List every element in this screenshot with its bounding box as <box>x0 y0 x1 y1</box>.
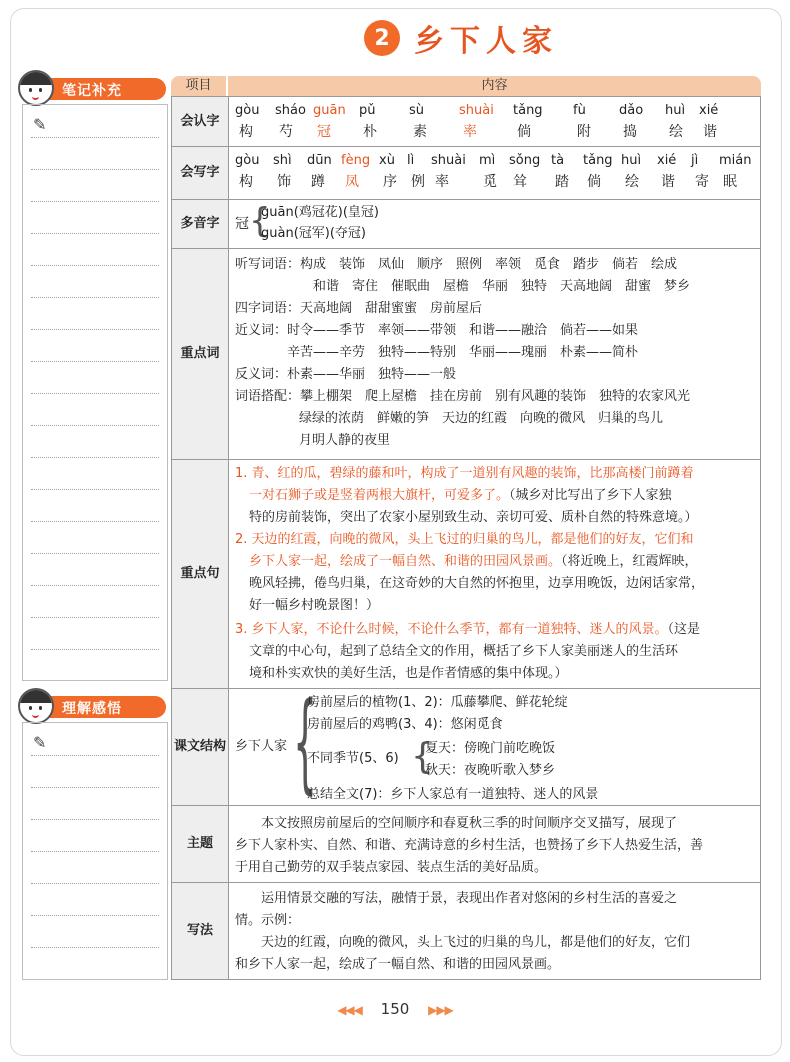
pinyin: mián <box>719 153 752 168</box>
keyword-line: 辛苦——辛劳 独特——特别 华丽——瑰丽 朴素——简朴 <box>287 345 639 360</box>
row-writing <box>171 883 761 980</box>
pinyin: tǎng <box>513 103 543 118</box>
pinyin: huì <box>665 103 686 118</box>
notes-title: 笔记补充 <box>62 83 122 99</box>
theme-line: 于用自己勤劳的双手装点家园、装点生活的美好品质。 <box>235 860 548 875</box>
pinyin: shuài <box>459 103 494 118</box>
writing-content <box>229 883 760 979</box>
structure-branch-1: 房前屋后的植物(1、2)：瓜藤攀爬、鲜花轮绽 <box>307 695 568 710</box>
key-sentence-3: 3. 乡下人家，不论什么时候，不论什么季节，都有一道独特、迷人的风景。 <box>235 622 668 637</box>
keyword-line: 月明人静的夜里 <box>299 433 391 448</box>
hanzi: 饰 <box>277 174 291 190</box>
row-renzi <box>171 96 761 147</box>
keyword-line: 四字词语：天高地阔 甜甜蜜蜜 房前屋后 <box>235 301 483 316</box>
hanzi: 附 <box>577 124 591 140</box>
keywords-content <box>229 249 760 459</box>
understanding-title: 理解感悟 <box>62 701 122 717</box>
polyphone-char: 冠 <box>235 216 249 232</box>
keyword-line: 和谐 寄住 催眠曲 屋檐 华丽 独特 天高地阔 甜蜜 梦乡 <box>313 279 691 294</box>
lesson-title <box>364 16 558 60</box>
row-keywords <box>171 249 761 460</box>
notes-header <box>22 78 166 100</box>
pinyin: fèng <box>341 153 371 168</box>
note-3a: （这是 <box>667 622 701 637</box>
row-label: 写法 <box>172 883 229 979</box>
student-avatar-icon <box>18 70 54 106</box>
hanzi: 谐 <box>661 174 675 190</box>
duoyin-content <box>229 200 760 248</box>
pinyin: gòu <box>235 103 260 118</box>
left-arrows-icon: ◀◀◀ <box>337 1003 362 1017</box>
structure-branch-4: 总结全文(7)：乡下人家总有一道独特、迷人的风景 <box>307 787 599 802</box>
lesson-name: 乡下人家 <box>414 24 558 59</box>
pinyin: fù <box>573 103 586 118</box>
structure-branch-3b: 秋天：夜晚听歌入梦乡 <box>425 763 556 778</box>
hanzi: 眠 <box>723 174 737 190</box>
note-1b: 特的房前装饰，突出了农家小屋别致生动、亲切可爱、质朴自然的特殊意境。） <box>249 510 698 525</box>
pinyin: guān <box>313 103 346 118</box>
hanzi: 素 <box>413 124 427 140</box>
pinyin: xù <box>379 153 395 168</box>
keyword-line: 反义词：朴素——华丽 独特——一般 <box>235 367 457 382</box>
pencil-icon: ✎ <box>33 115 47 134</box>
hanzi: 捣 <box>623 124 637 140</box>
row-label: 会认字 <box>172 97 229 146</box>
pinyin: sǒng <box>509 153 541 168</box>
page-footer <box>0 1000 790 1018</box>
row-label: 重点词 <box>172 249 229 459</box>
structure-label-2: 结构 <box>200 739 227 754</box>
row-sentences <box>171 460 761 689</box>
reading-1: guān(鸡冠花)(皇冠) <box>261 205 379 220</box>
row-label: 多音字 <box>172 200 229 248</box>
keyword-line: 近义词：时令——季节 率领——带领 和谐——融洽 倘若——如果 <box>235 323 639 338</box>
writing-line: 情。示例： <box>235 913 301 928</box>
key-sentence-1b: 一对石狮子或是竖着两根大旗杆，可爱多了。 <box>249 488 510 503</box>
lesson-number: 2 <box>364 20 400 56</box>
page-number: 150 <box>380 1000 410 1018</box>
writing-line: 天边的红霞，向晚的微风，头上飞过的归巢的鸟儿，都是他们的好友，它们 <box>261 935 691 950</box>
structure-branch-3: 不同季节(5、6) <box>307 751 399 766</box>
structure-root: 乡下人家 <box>235 739 288 754</box>
brace-icon: { <box>293 680 318 805</box>
keyword-line: 词语搭配：攀上棚架 爬上屋檐 挂在房前 别有风趣的装饰 独特的农家风光 <box>235 389 691 404</box>
structure-branch-3a: 夏天：傍晚门前吃晚饭 <box>425 741 556 756</box>
notes-box[interactable] <box>22 104 168 681</box>
understanding-header <box>22 696 166 718</box>
keyword-line: 听写词语：构成 装饰 凤仙 顺序 照例 率领 觅食 踏步 倘若 绘成 <box>235 257 678 272</box>
note-2c: 好一幅乡村晚景图！） <box>249 598 380 613</box>
key-sentence-2b: 乡下人家一起，绘成了一幅自然、和谐的田园风景画。 <box>249 554 562 569</box>
row-label: 主题 <box>172 806 229 882</box>
pinyin: lì <box>407 153 415 168</box>
hanzi: 蹲 <box>311 174 325 190</box>
hanzi: 构 <box>239 124 253 140</box>
hanzi: 谐 <box>703 124 717 140</box>
pencil-icon: ✎ <box>33 733 47 752</box>
structure-label-1: 课文 <box>173 739 200 754</box>
hanzi: 例 <box>411 174 425 190</box>
row-xiezi <box>171 147 761 200</box>
row-label <box>172 689 229 805</box>
pinyin: tǎng <box>583 153 613 168</box>
pinyin: xié <box>657 153 677 168</box>
pinyin: dǎo <box>619 103 644 118</box>
keyword-line: 绿绿的浓荫 鲜嫩的笋 天边的红霞 向晚的微风 归巢的鸟儿 <box>299 411 664 426</box>
pinyin: tà <box>551 153 565 168</box>
hanzi: 凤 <box>345 174 359 190</box>
brace-icon: { <box>411 736 434 777</box>
pinyin: pǔ <box>359 103 376 118</box>
note-2b: 晚风轻拂，倦鸟归巢，在这奇妙的大自然的怀抱里，边享用晚饭，边闲话家常， <box>249 576 705 591</box>
pinyin: xié <box>699 103 719 118</box>
hanzi: 朴 <box>363 124 377 140</box>
understanding-box[interactable] <box>22 722 168 980</box>
row-label: 会写字 <box>172 147 229 199</box>
renzi-content <box>229 97 760 146</box>
theme-line: 乡下人家朴实、自然、和谐、充满诗意的乡村生活，也赞扬了乡下人热爱生活，善 <box>235 838 704 853</box>
structure-branch-2: 房前屋后的鸡鸭(3、4)：悠闲觅食 <box>307 717 503 732</box>
pinyin: sháo <box>275 103 306 118</box>
hanzi: 构 <box>239 174 253 190</box>
pinyin: huì <box>621 153 642 168</box>
note-1a: （城乡对比写出了乡下人家独 <box>509 488 672 503</box>
structure-content <box>229 680 760 805</box>
student-avatar-icon <box>18 688 54 724</box>
hanzi: 倘 <box>587 174 601 190</box>
pinyin: sù <box>409 103 425 118</box>
brace-icon: { <box>249 201 271 241</box>
pinyin: shuài <box>431 153 466 168</box>
table-header <box>171 76 761 96</box>
key-sentence-1: 1. 青、红的瓜，碧绿的藤和叶，构成了一道别有风趣的装饰，比那高楼门前蹲着 <box>235 466 694 481</box>
pinyin: gòu <box>235 153 260 168</box>
header-content: 内容 <box>228 76 761 96</box>
xiezi-content <box>229 147 760 199</box>
hanzi: 冠 <box>317 124 331 140</box>
right-arrows-icon: ▶▶▶ <box>428 1003 453 1017</box>
pinyin: dūn <box>307 153 332 168</box>
hanzi: 踏 <box>555 174 569 190</box>
row-duoyin <box>171 200 761 249</box>
hanzi: 耸 <box>513 174 527 190</box>
hanzi: 率 <box>463 124 477 140</box>
header-item: 项目 <box>171 76 228 96</box>
pinyin: shì <box>273 153 292 168</box>
hanzi: 绘 <box>625 174 639 190</box>
hanzi: 芍 <box>279 124 293 140</box>
writing-line: 运用情景交融的写法，融情于景，表现出作者对悠闲的乡村生活的喜爱之 <box>261 891 678 906</box>
hanzi: 率 <box>435 174 449 190</box>
reading-2: guàn(冠军)(夺冠) <box>261 226 366 241</box>
hanzi: 寄 <box>695 174 709 190</box>
theme-content <box>229 806 760 882</box>
hanzi: 序 <box>383 174 397 190</box>
writing-line: 和乡下人家一起，绘成了一幅自然、和谐的田园风景画。 <box>235 957 561 972</box>
note-3c: 境和朴实欢快的美好生活，也是作者情感的集中体现。） <box>249 666 568 681</box>
row-structure <box>171 680 761 806</box>
note-2a: （将近晚上，红霞辉映， <box>561 554 698 569</box>
key-sentence-2: 2. 天边的红霞，向晚的微风，头上飞过的归巢的鸟儿，都是他们的好友，它们和 <box>235 532 694 547</box>
hanzi: 绘 <box>669 124 683 140</box>
sentences-content <box>229 460 760 688</box>
note-3b: 文章的中心句，起到了总结全文的作用，概括了乡下人家美丽迷人的生活环 <box>249 644 679 659</box>
row-label: 重点句 <box>172 460 229 688</box>
pinyin: mì <box>479 153 496 168</box>
pinyin: jì <box>691 153 699 168</box>
hanzi: 觅 <box>483 174 497 190</box>
row-theme <box>171 806 761 883</box>
hanzi: 倘 <box>517 124 531 140</box>
theme-line: 本文按照房前屋后的空间顺序和春夏秋三季的时间顺序交叉描写，展现了 <box>261 816 678 831</box>
